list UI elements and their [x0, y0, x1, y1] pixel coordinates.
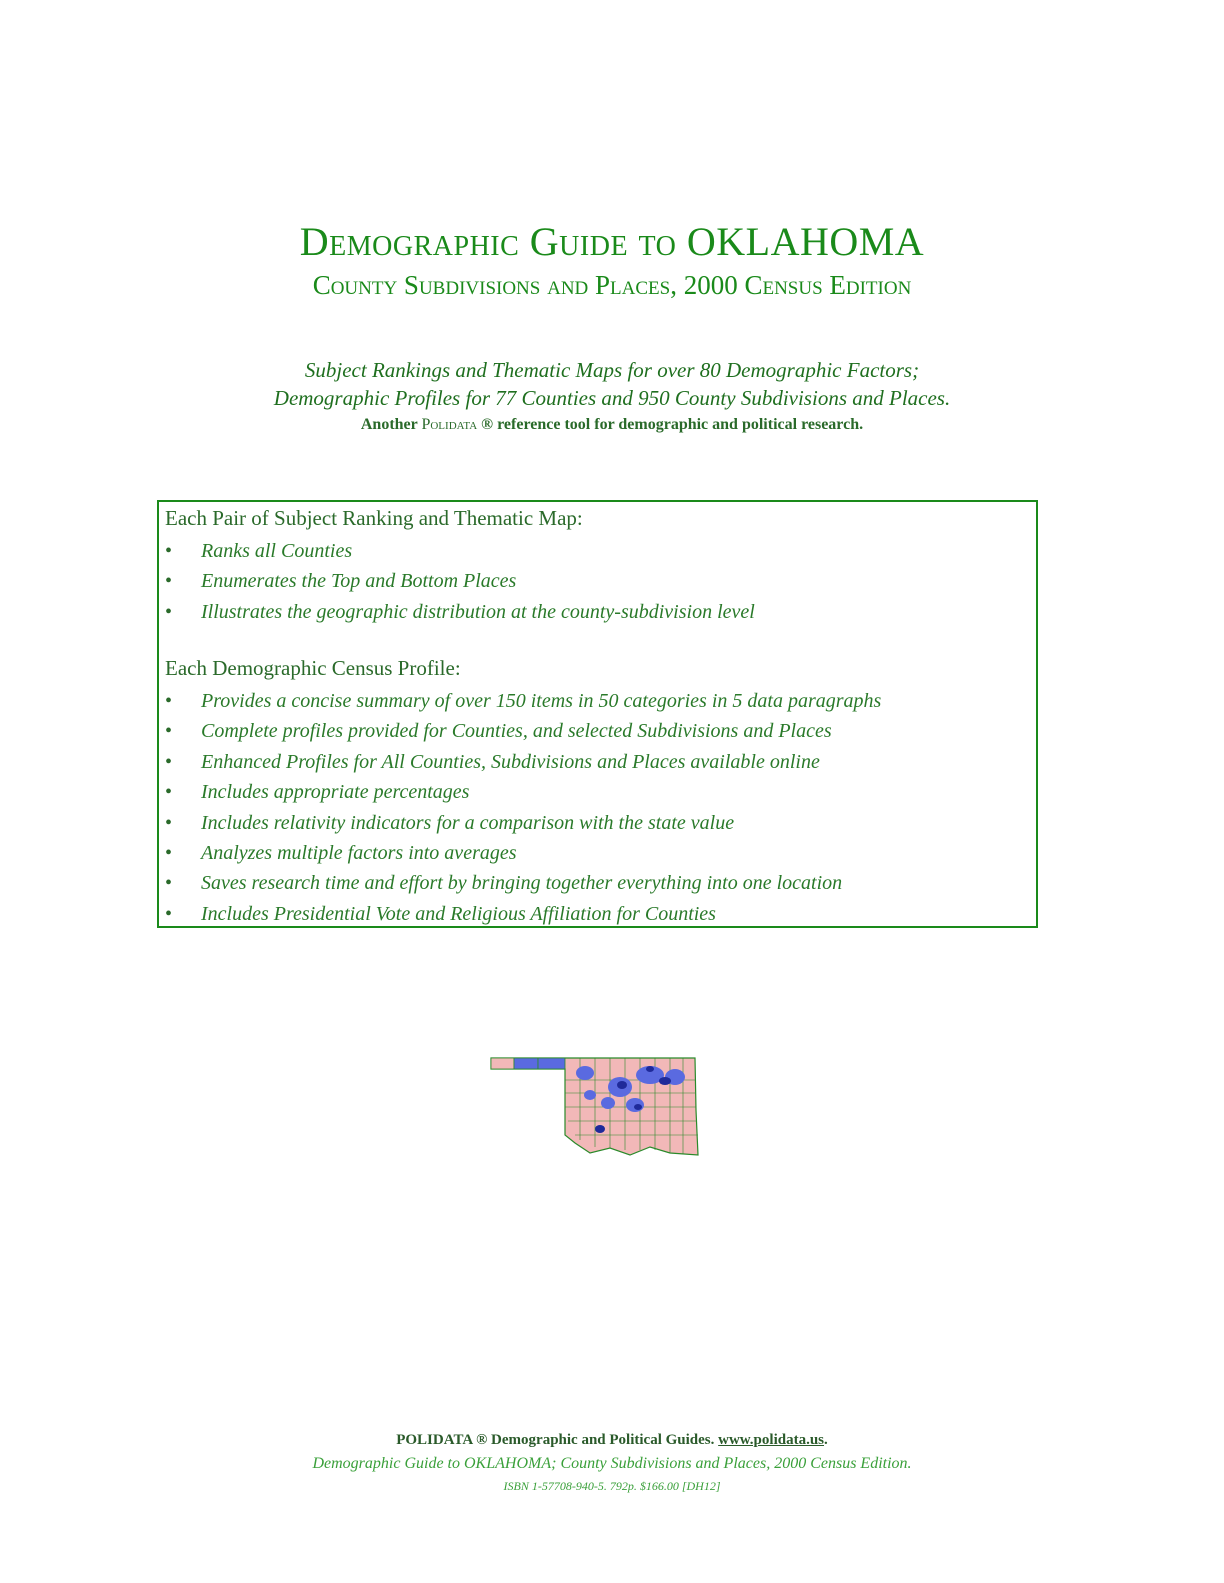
oklahoma-map-icon — [490, 1055, 705, 1160]
list-item: • Includes Presidential Vote and Religious Affiliation for Counties — [165, 899, 881, 929]
list-item: • Includes appropriate percentages — [165, 777, 881, 807]
bullet-icon: • — [165, 781, 173, 804]
list-item: • Illustrates the geographic distribution at the county-subdivision level — [165, 597, 755, 627]
footer-isbn: ISBN 1-57708-940-5. 792p. $166.00 [DH12] — [503, 1479, 721, 1493]
list-item: • Complete profiles provided for Counties, and selected Subdivisions and Places — [165, 716, 881, 746]
tagline-post: ® reference tool for demographic and political research. — [481, 416, 864, 433]
tagline-brand: Polidata — [421, 416, 478, 433]
list-item: • Enumerates the Top and Bottom Places — [165, 566, 755, 596]
bullet-icon: • — [165, 540, 173, 562]
bullet-icon: • — [165, 600, 173, 623]
publisher: POLIDATA ® Demographic and Political Guides. — [396, 1432, 715, 1448]
description-line-1: Subject Rankings and Thematic Maps for over 80 Demographic Factors; — [304, 358, 920, 382]
list-item: • Saves research time and effort by bringing together everything into one location — [165, 868, 881, 898]
bullet-icon: • — [165, 811, 173, 834]
panhandle-county — [514, 1058, 538, 1069]
page-subtitle: County Subdivisions and Places, 2000 Census Edition — [312, 270, 912, 300]
ranking-heading: Each Pair of Subject Ranking and Thematic Map: — [165, 506, 583, 530]
bullet-icon: • — [165, 902, 173, 925]
list-item: • Provides a concise summary of over 150 items in 50 categories in 5 data paragraphs — [165, 686, 881, 716]
features-box — [157, 500, 1038, 928]
panhandle-county — [538, 1058, 565, 1069]
list-item: • Ranks all Counties — [165, 536, 755, 566]
ranking-list — [165, 536, 755, 627]
bullet-icon: • — [165, 720, 173, 743]
profile-heading: Each Demographic Census Profile: — [165, 656, 461, 680]
panhandle-county — [491, 1058, 514, 1069]
tagline — [0, 416, 1224, 434]
bullet-icon: • — [165, 750, 173, 773]
list-item: • Includes relativity indicators for a comparison with the state value — [165, 808, 881, 838]
profile-list — [165, 686, 881, 929]
website-link[interactable]: www.polidata.us — [718, 1432, 825, 1448]
bullet-icon: • — [165, 872, 173, 895]
tagline-pre: Another — [360, 416, 418, 433]
list-item: • Enhanced Profiles for All Counties, Subdivisions and Places available online — [165, 747, 881, 777]
bullet-icon: • — [165, 570, 173, 593]
bullet-icon: • — [165, 690, 173, 712]
footer-book-title: Demographic Guide to OKLAHOMA; County Subdivisions and Places, 2000 Census Edition. — [312, 1455, 912, 1472]
page-title: Demographic Guide to OKLAHOMA — [299, 219, 925, 264]
footer-publisher-line: POLIDATA ® Demographic and Political Guides. www.polidata.us. — [396, 1432, 828, 1448]
bullet-icon: • — [165, 841, 173, 864]
list-item: • Analyzes multiple factors into averages — [165, 838, 881, 868]
description-line-2: Demographic Profiles for 77 Counties and 950 County Subdivisions and Places. — [273, 386, 951, 410]
